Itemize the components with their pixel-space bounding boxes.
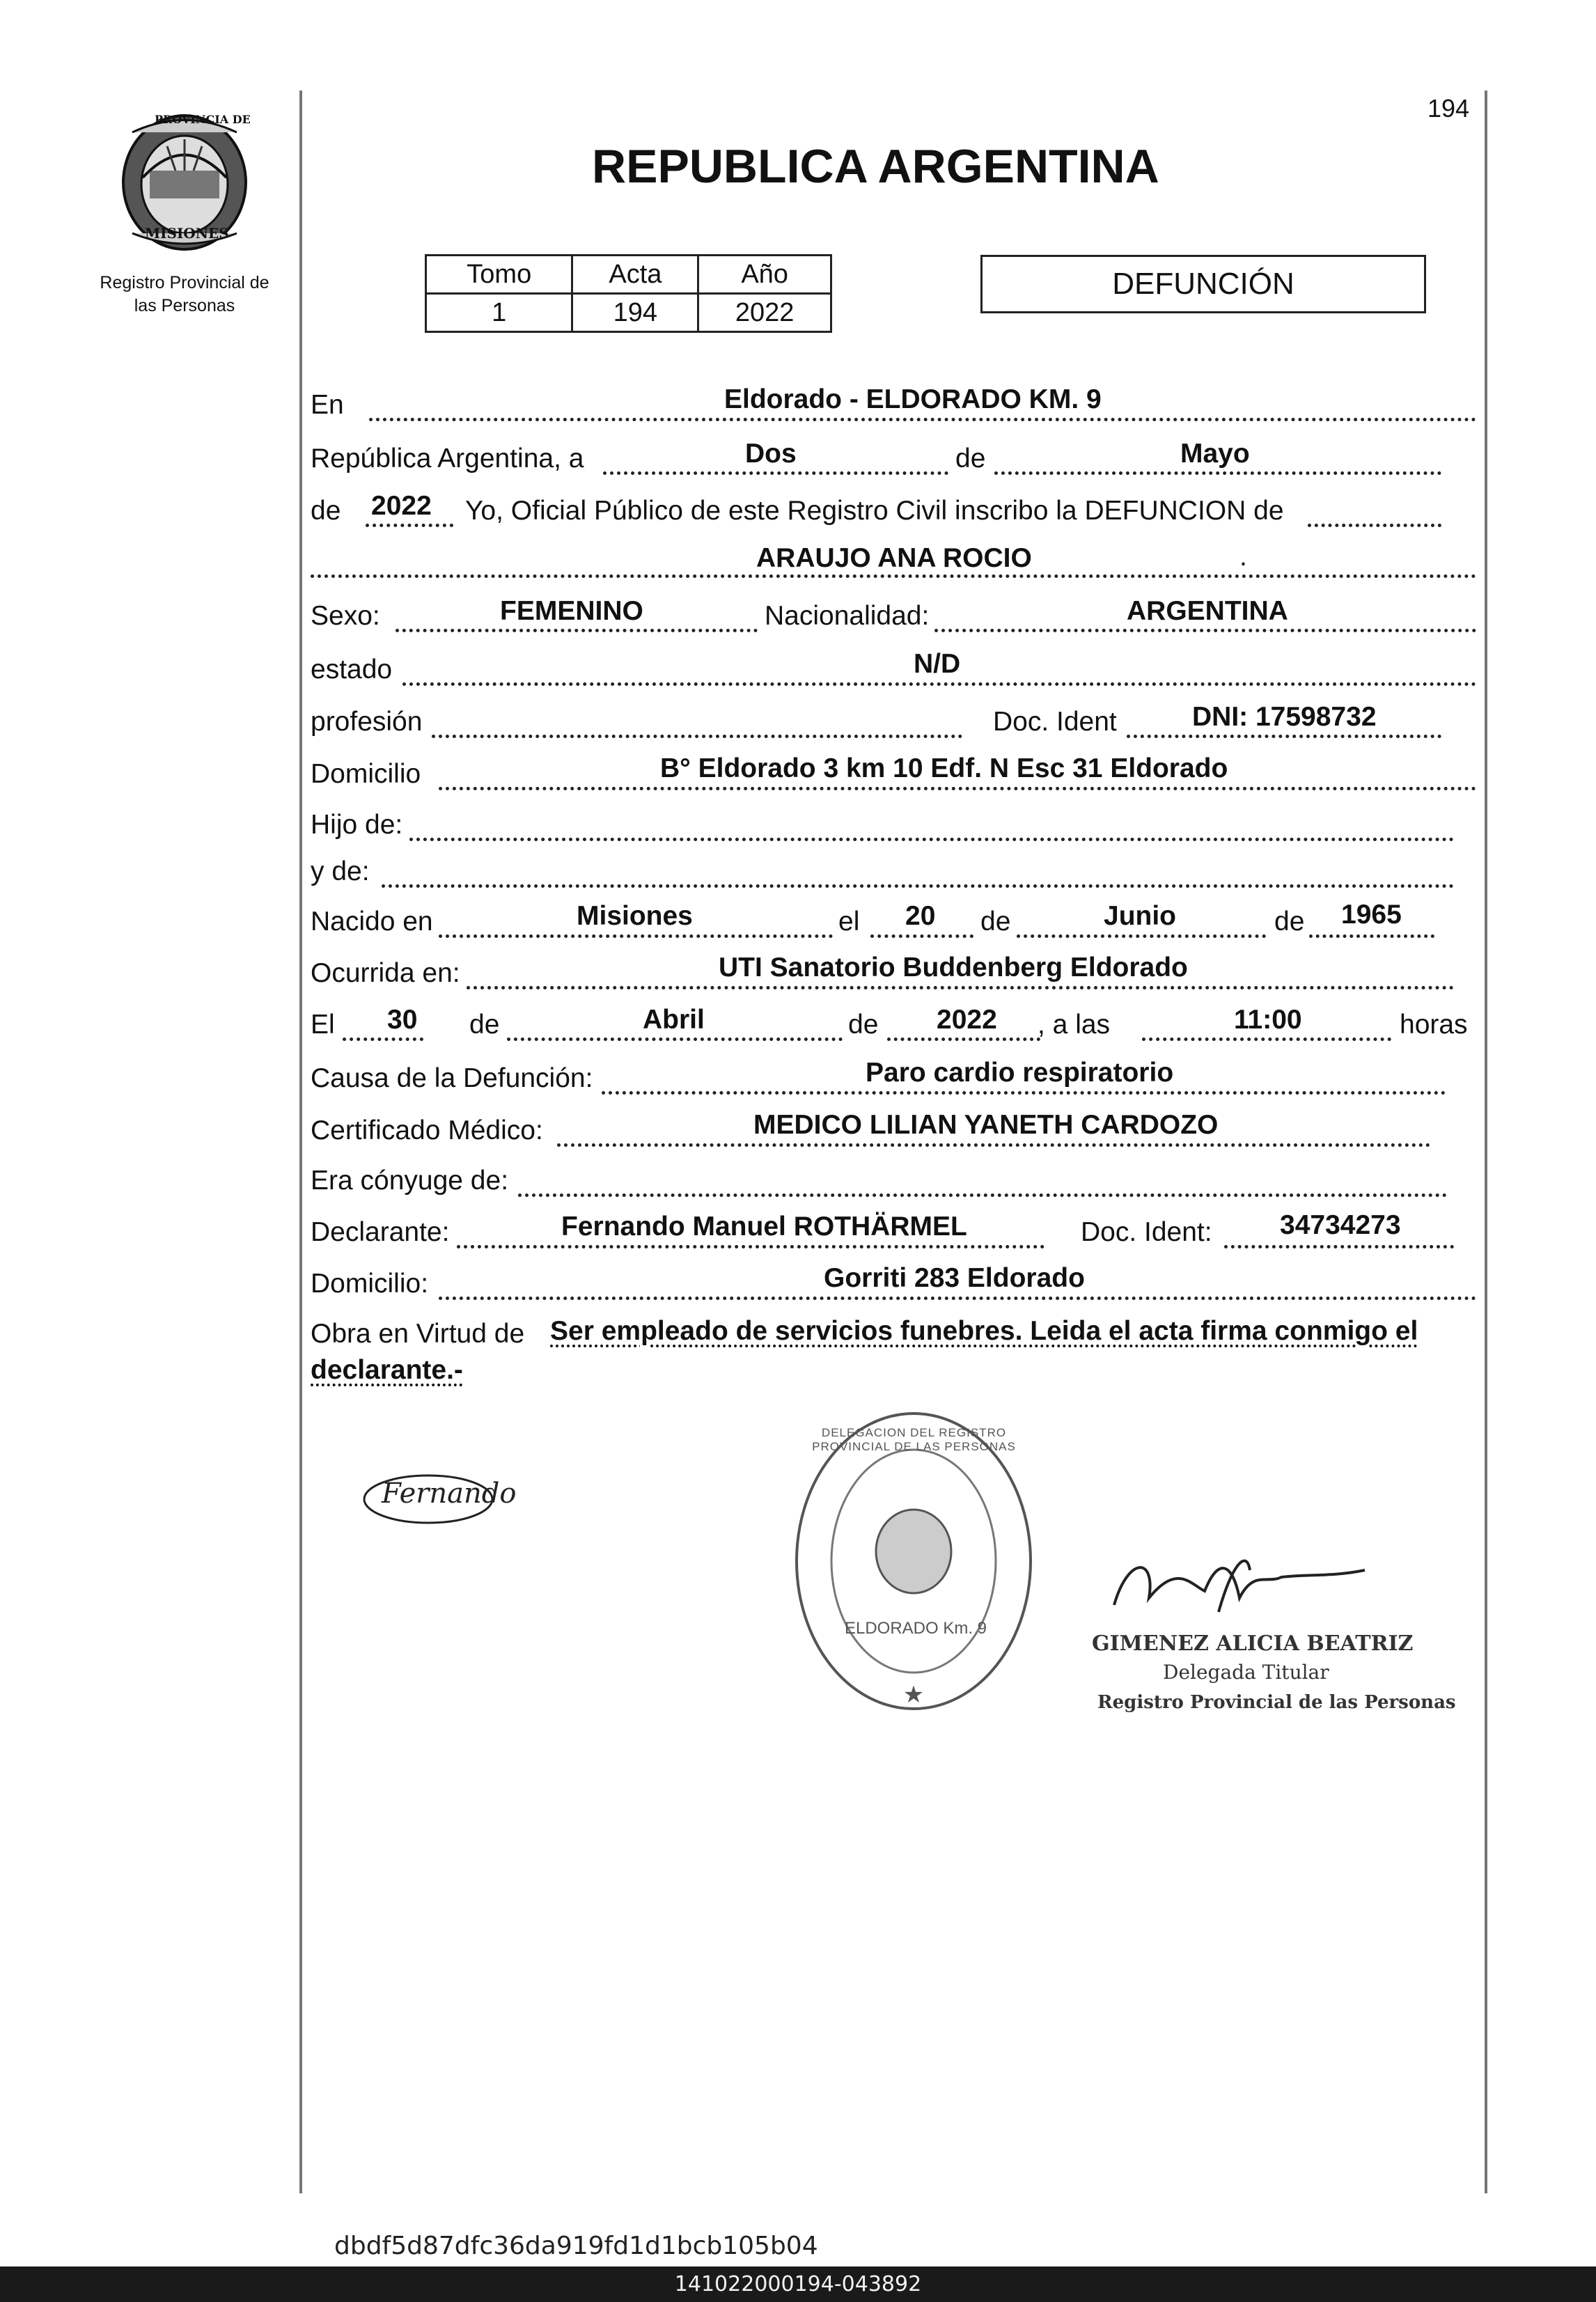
label-profesion: profesión bbox=[311, 707, 423, 737]
official-org: Registro Provincial de las Personas bbox=[1097, 1692, 1456, 1713]
barcode-bar bbox=[0, 2266, 1596, 2302]
label-doc-ident: Doc. Ident bbox=[993, 707, 1117, 737]
line-y-de bbox=[382, 884, 1454, 888]
line-anio bbox=[366, 524, 453, 527]
value-nombre-dot: . bbox=[1239, 542, 1247, 572]
value-estado: N/D bbox=[914, 649, 961, 679]
line-nacido-en bbox=[439, 934, 833, 938]
line-sexo bbox=[396, 629, 758, 632]
header-anio: Año bbox=[698, 256, 831, 294]
issuer-line2: las Personas bbox=[134, 296, 235, 315]
value-declarante: Fernando Manuel ROTHÄRMEL bbox=[561, 1212, 967, 1242]
value-nacido-en: Misiones bbox=[577, 901, 693, 931]
header-acta: Acta bbox=[572, 256, 698, 294]
value-def-hora: 11:00 bbox=[1234, 1005, 1302, 1035]
line-profesion bbox=[432, 735, 962, 738]
value-nac-anio: 1965 bbox=[1341, 900, 1402, 930]
label-hijo-de: Hijo de: bbox=[311, 810, 403, 840]
value-domicilio: B° Eldorado 3 km 10 Edf. N Esc 31 Eldorado bbox=[660, 753, 1228, 783]
label-conyuge: Era cónyuge de: bbox=[311, 1166, 509, 1196]
label-el: el bbox=[838, 907, 860, 937]
label-causa: Causa de la Defunción: bbox=[311, 1063, 593, 1093]
line-nac-anio bbox=[1309, 934, 1434, 938]
label-nacido-en: Nacido en bbox=[311, 907, 433, 937]
stamp-place: ELDORADO Km. 9 bbox=[844, 1619, 987, 1638]
label-de-5: de bbox=[469, 1010, 500, 1040]
line-def-anio bbox=[887, 1038, 1040, 1041]
signature-scribble-icon bbox=[1100, 1542, 1379, 1626]
line-ocurrida-en bbox=[467, 986, 1454, 989]
line-causa bbox=[602, 1091, 1446, 1095]
official-signature bbox=[1100, 1542, 1379, 1626]
line-certificado bbox=[557, 1143, 1430, 1147]
value-mes: Mayo bbox=[1180, 439, 1250, 469]
document-hash: dbdf5d87dfc36da919fd1d1bcb105b04 bbox=[334, 2232, 818, 2260]
line-doc bbox=[1127, 735, 1441, 738]
value-doc: DNI: 17598732 bbox=[1192, 702, 1377, 732]
line-mes bbox=[994, 471, 1441, 475]
value-causa: Paro cardio respiratorio bbox=[866, 1058, 1174, 1088]
line-declarante-doc bbox=[1224, 1245, 1454, 1248]
header-tomo: Tomo bbox=[426, 256, 572, 294]
line-lugar bbox=[369, 418, 1476, 421]
doc-type: DEFUNCIÓN bbox=[1112, 267, 1294, 301]
label-ocurrida-en: Ocurrida en: bbox=[311, 958, 460, 988]
label-obra: Obra en Virtud de bbox=[311, 1319, 525, 1349]
line-nac-dia bbox=[870, 934, 973, 938]
value-def-anio: 2022 bbox=[937, 1005, 997, 1035]
line-dia bbox=[603, 471, 948, 475]
value-declarante-domicilio: Gorriti 283 Eldorado bbox=[824, 1263, 1085, 1293]
line-def-dia bbox=[343, 1038, 423, 1041]
value-obra-line2: declarante.- bbox=[311, 1355, 463, 1385]
value-declarante-doc: 34734273 bbox=[1280, 1210, 1401, 1240]
label-domicilio: Domicilio bbox=[311, 759, 421, 789]
official-name: GIMENEZ ALICIA BEATRIZ bbox=[1092, 1631, 1414, 1656]
label-de-6: de bbox=[848, 1010, 879, 1040]
line-domicilio bbox=[439, 787, 1476, 790]
line-declarante-domicilio bbox=[439, 1297, 1476, 1300]
declarant-signature-text: Fernando bbox=[382, 1478, 517, 1510]
value-def-mes: Abril bbox=[643, 1005, 705, 1035]
right-margin-line bbox=[1485, 91, 1487, 2193]
line-conyuge bbox=[518, 1193, 1447, 1197]
label-estado: estado bbox=[311, 655, 393, 684]
label-de-1: de bbox=[955, 444, 986, 473]
label-nacionalidad: Nacionalidad: bbox=[765, 601, 930, 631]
line-nombre bbox=[311, 574, 1476, 578]
issuer-line1: Registro Provincial de bbox=[100, 273, 269, 292]
logo-text-top: PROVINCIA DE bbox=[155, 113, 251, 126]
value-dia: Dos bbox=[745, 439, 797, 469]
value-obra-line1: Ser empleado de servicios funebres. Leida el acta firma conmigo el bbox=[550, 1316, 1418, 1346]
line-def-hora bbox=[1142, 1038, 1391, 1041]
label-declarante: Declarante: bbox=[311, 1217, 450, 1247]
line-def-mes bbox=[507, 1038, 843, 1041]
page-title: REPUBLICA ARGENTINA bbox=[592, 140, 1159, 193]
line-estado bbox=[402, 682, 1476, 686]
line-defuncion-de bbox=[1308, 524, 1441, 527]
official-title: Delegada Titular bbox=[1163, 1661, 1329, 1684]
line-nac-mes bbox=[1017, 934, 1266, 938]
line-hijo-de bbox=[409, 838, 1454, 841]
value-def-dia: 30 bbox=[387, 1005, 418, 1035]
label-en: En bbox=[311, 390, 344, 420]
value-anio: 2022 bbox=[371, 491, 432, 521]
value-sexo: FEMENINO bbox=[500, 596, 643, 626]
logo-text-bottom: MISIONES bbox=[145, 225, 229, 242]
label-de-4: de bbox=[1274, 907, 1305, 937]
value-tomo: 1 bbox=[426, 294, 572, 332]
label-de-2: de bbox=[311, 496, 341, 526]
label-sexo: Sexo: bbox=[311, 601, 380, 631]
label-doc-ident2: Doc. Ident: bbox=[1081, 1217, 1212, 1247]
barcode-text: 141022000194-043892 bbox=[674, 2272, 922, 2296]
label-yo-oficial: Yo, Oficial Público de este Registro Civil inscribo la DEFUNCION de bbox=[465, 496, 1284, 526]
value-anio: 2022 bbox=[698, 294, 831, 332]
value-lugar: Eldorado - ELDORADO KM. 9 bbox=[724, 384, 1102, 414]
label-a-las: , a las bbox=[1038, 1010, 1111, 1040]
line-nacionalidad bbox=[934, 629, 1476, 632]
value-nombre: ARAUJO ANA ROCIO bbox=[756, 543, 1032, 573]
label-de-3: de bbox=[980, 907, 1011, 937]
value-certificado: MEDICO LILIAN YANETH CARDOZO bbox=[753, 1110, 1219, 1140]
label-horas: horas bbox=[1400, 1010, 1468, 1040]
value-nac-dia: 20 bbox=[905, 901, 936, 931]
value-acta: 194 bbox=[572, 294, 698, 332]
doc-type-box bbox=[980, 255, 1426, 313]
line-declarante bbox=[457, 1245, 1045, 1248]
value-nac-mes: Junio bbox=[1104, 901, 1176, 931]
stamp-text: DELEGACION DEL REGISTRO PROVINCIAL DE LAS PERSONAS bbox=[812, 1426, 1016, 1453]
left-margin-line bbox=[299, 91, 302, 2193]
label-republica: República Argentina, a bbox=[311, 444, 584, 473]
label-certificado: Certificado Médico: bbox=[311, 1115, 543, 1145]
label-domicilio2: Domicilio: bbox=[311, 1269, 429, 1299]
value-nacionalidad: ARGENTINA bbox=[1127, 596, 1288, 626]
svg-text:★: ★ bbox=[902, 1682, 925, 1708]
label-el-cap: El bbox=[311, 1010, 335, 1040]
page-number: 194 bbox=[1427, 94, 1470, 123]
label-y-de: y de: bbox=[311, 856, 370, 886]
value-ocurrida-en: UTI Sanatorio Buddenberg Eldorado bbox=[719, 953, 1188, 982]
record-table bbox=[425, 254, 832, 333]
